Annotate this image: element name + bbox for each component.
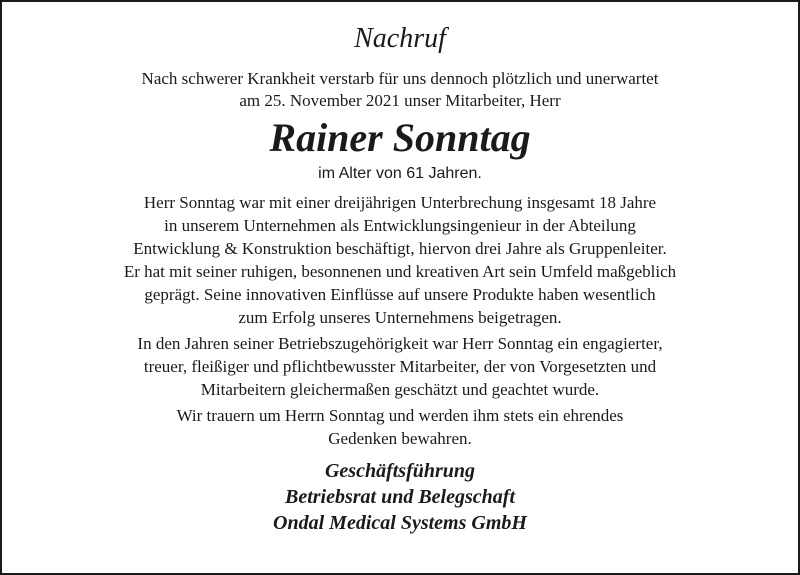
paragraph-line: geprägt. Seine innovativen Einflüsse auf unsere Produkte haben wesentlich: [144, 285, 656, 304]
age-line: im Alter von 61 Jahren.: [318, 165, 482, 182]
signature-management: Geschäftsführung: [324, 460, 476, 482]
paragraph-line: Gedenken bewahren.: [328, 429, 472, 448]
paragraph-line: treuer, fleißiger und pflichtbewusster Mitarbeiter, der von Vorgesetzten und: [143, 357, 657, 376]
deceased-name: Rainer Sonntag: [269, 115, 531, 160]
signature-works-council: Betriebsrat und Belegschaft: [284, 486, 515, 508]
paragraph-line: Wir trauern um Herrn Sonntag und werden ihm stets ein ehrendes: [176, 406, 624, 425]
signature-company: Ondal Medical Systems GmbH: [273, 512, 527, 534]
signature-block: [2, 458, 798, 536]
paragraph-line: In den Jahren seiner Betriebszugehörigkeit war Herr Sonntag ein engagierter,: [137, 334, 663, 353]
career-paragraph: [2, 191, 798, 329]
intro-line: am 25. November 2021 unser Mitarbeiter, Herr: [239, 91, 561, 110]
paragraph-line: Mitarbeitern gleichermaßen geschätzt und geachtet wurde.: [200, 380, 600, 399]
mourning-paragraph: [2, 404, 798, 450]
notice-heading: Nachruf: [354, 23, 446, 54]
paragraph-line: Entwicklung & Konstruktion beschäftigt, hiervon drei Jahre als Gruppenleiter.: [133, 239, 667, 258]
paragraph-line: Er hat mit seiner ruhigen, besonnenen und kreativen Art sein Umfeld maßgeblich: [123, 262, 677, 281]
tribute-paragraph: [2, 332, 798, 401]
paragraph-line: zum Erfolg unseres Unternehmens beigetragen.: [238, 308, 562, 327]
intro-text: [2, 68, 798, 112]
paragraph-line: in unserem Unternehmen als Entwicklungsingenieur in der Abteilung: [164, 216, 636, 235]
intro-line: Nach schwerer Krankheit verstarb für uns dennoch plötzlich und unerwartet: [141, 69, 659, 88]
paragraph-line: Herr Sonntag war mit einer dreijährigen Unterbrechung insgesamt 18 Jahre: [143, 193, 657, 212]
